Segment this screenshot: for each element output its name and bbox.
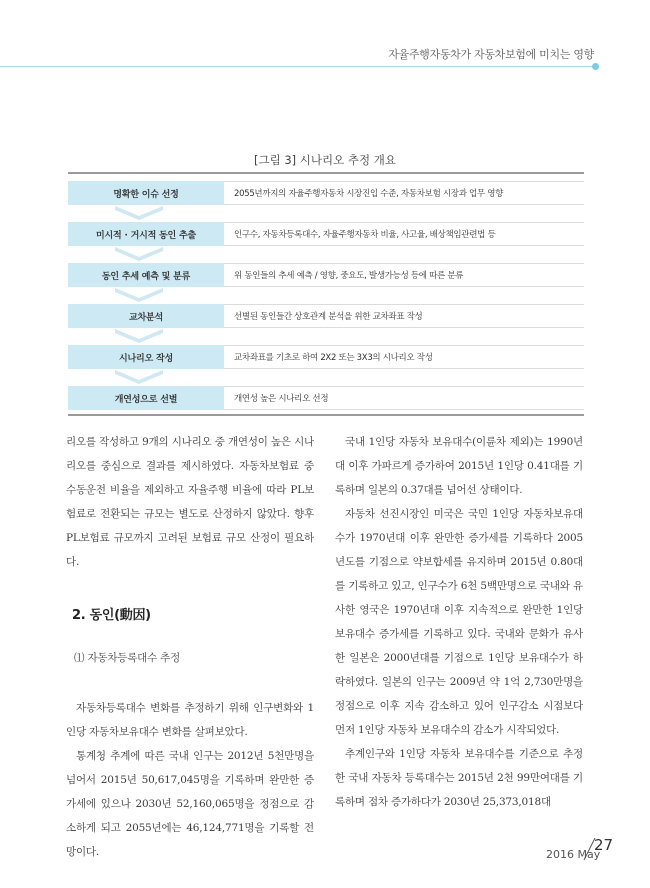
figure-top-rule	[68, 172, 584, 174]
section-heading: 2. 동인(動因)	[72, 608, 151, 623]
step-description: 선별된 동인들간 상호관계 분석을 위한 교차좌표 작성	[224, 304, 584, 328]
step-label: 개연성으로 선별	[68, 386, 224, 410]
figure-step-3	[68, 263, 584, 287]
step-label: 명확한 이슈 선정	[68, 181, 224, 205]
paragraph: 통계청 추계에 따른 국내 인구는 2012년 5천만명을 넘어서 2015년 50,617,045명을 기록하며 완만한 증가세에 있으나 2030년 52,160,065명을 정점으로 감소하게 되고 2055년에는 46,124,771명을 기록할 전망이다.	[66, 750, 314, 858]
step-description: 인구수, 자동차등록대수, 자율주행자동차 비율, 사고율, 배상책임관련법 등	[224, 222, 584, 246]
paragraph: 리오를 작성하고 9개의 시나리오 중 개연성이 높은 시나리오를 중심으로 결과를 제시하였다. 자동차보험료 중 수동운전 비율을 제외하고 자율주행 비율에 따라 PL보험료로 전환되는 규모는 별도로 산정하지 않았다. 향후 PL보험료 규모까지 고려된 보험료 규모 산정이 필요하다.	[66, 436, 314, 568]
paragraph: 국내 1인당 자동차 보유대수(이륜차 제외)는 1990년대 이후 가파르게 증가하여 2015년 1인당 0.41대를 기록하며 일본의 0.37대를 넘어선 상태이다.	[335, 436, 583, 496]
figure-title: [그림 3] 시나리오 추정 개요	[253, 153, 396, 167]
sub-heading: ⑴ 자동차등록대수 추정	[74, 652, 181, 664]
header-dot	[592, 63, 599, 70]
step-description: 위 동인들의 추세 예측 / 영향, 중요도, 발생가능성 등에 따른 분류	[224, 263, 584, 287]
left-column	[66, 430, 314, 864]
chevron-down-icon	[115, 206, 163, 220]
chevron-down-icon	[115, 370, 163, 384]
step-label: 교차분석	[68, 304, 224, 328]
step-label: 미시적 · 거시적 동인 추출	[68, 222, 224, 246]
figure-step-5	[68, 345, 584, 369]
figure-bottom-rule	[68, 414, 584, 416]
figure-step-1	[68, 181, 584, 205]
running-header: 자율주행자동차가 자동차보험에 미치는 영향	[388, 48, 594, 61]
page-number: 27	[594, 836, 614, 854]
step-description: 교차좌표를 기초로 하여 2X2 또는 3X3의 시나리오 작성	[224, 345, 584, 369]
step-description: 2055년까지의 자율주행자동차 시장진입 수준, 자동차보험 시장과 업무 영향	[224, 181, 584, 205]
header-rule	[0, 66, 595, 67]
right-column	[335, 430, 583, 814]
paragraph: 자동차등록대수 변화를 추정하기 위해 인구변화와 1인당 자동차보유대수 변화를 살펴보았다.	[66, 702, 314, 738]
figure-step-4	[68, 304, 584, 328]
paragraph: 자동차 선진시장인 미국은 국민 1인당 자동차보유대수가 1970년대 이후 완만한 증가세를 기록하다 2005년도를 기점으로 약보합세를 유지하며 2015년 0.80대를 기록하고 있고, 인구수가 6천 5백만명으로 국내와 유사한 영국은 1970년대 이후 지속적으로 완만한 1인당 보유대수 증가세를 기록하고 있다. 국내와 문화가 유사한 일본은 2000년대를 기점으로 1인당 보유대수가 하락하였다. 일본의 인구는 2009년 약 1억 2,730만명을 정점으로 이후 지속 감소하고 있어 인구감소 시점보다 먼저 1인당 자동차 보유대수의 감소가 시작되었다.	[335, 508, 583, 736]
footer-date: 2016 May	[546, 848, 601, 861]
step-description: 개연성 높은 시나리오 선정	[224, 386, 584, 410]
paragraph: 추계인구와 1인당 자동차 보유대수를 기준으로 추정한 국내 자동차 등록대수는 2015년 2천 99만여대를 기록하며 점차 증가하다가 2030년 25,373,018대	[335, 748, 583, 808]
figure-step-6	[68, 386, 584, 410]
chevron-down-icon	[115, 288, 163, 302]
chevron-down-icon	[115, 247, 163, 261]
figure-step-2	[68, 222, 584, 246]
step-label: 시나리오 작성	[68, 345, 224, 369]
chevron-down-icon	[115, 329, 163, 343]
step-label: 동인 추세 예측 및 분류	[68, 263, 224, 287]
